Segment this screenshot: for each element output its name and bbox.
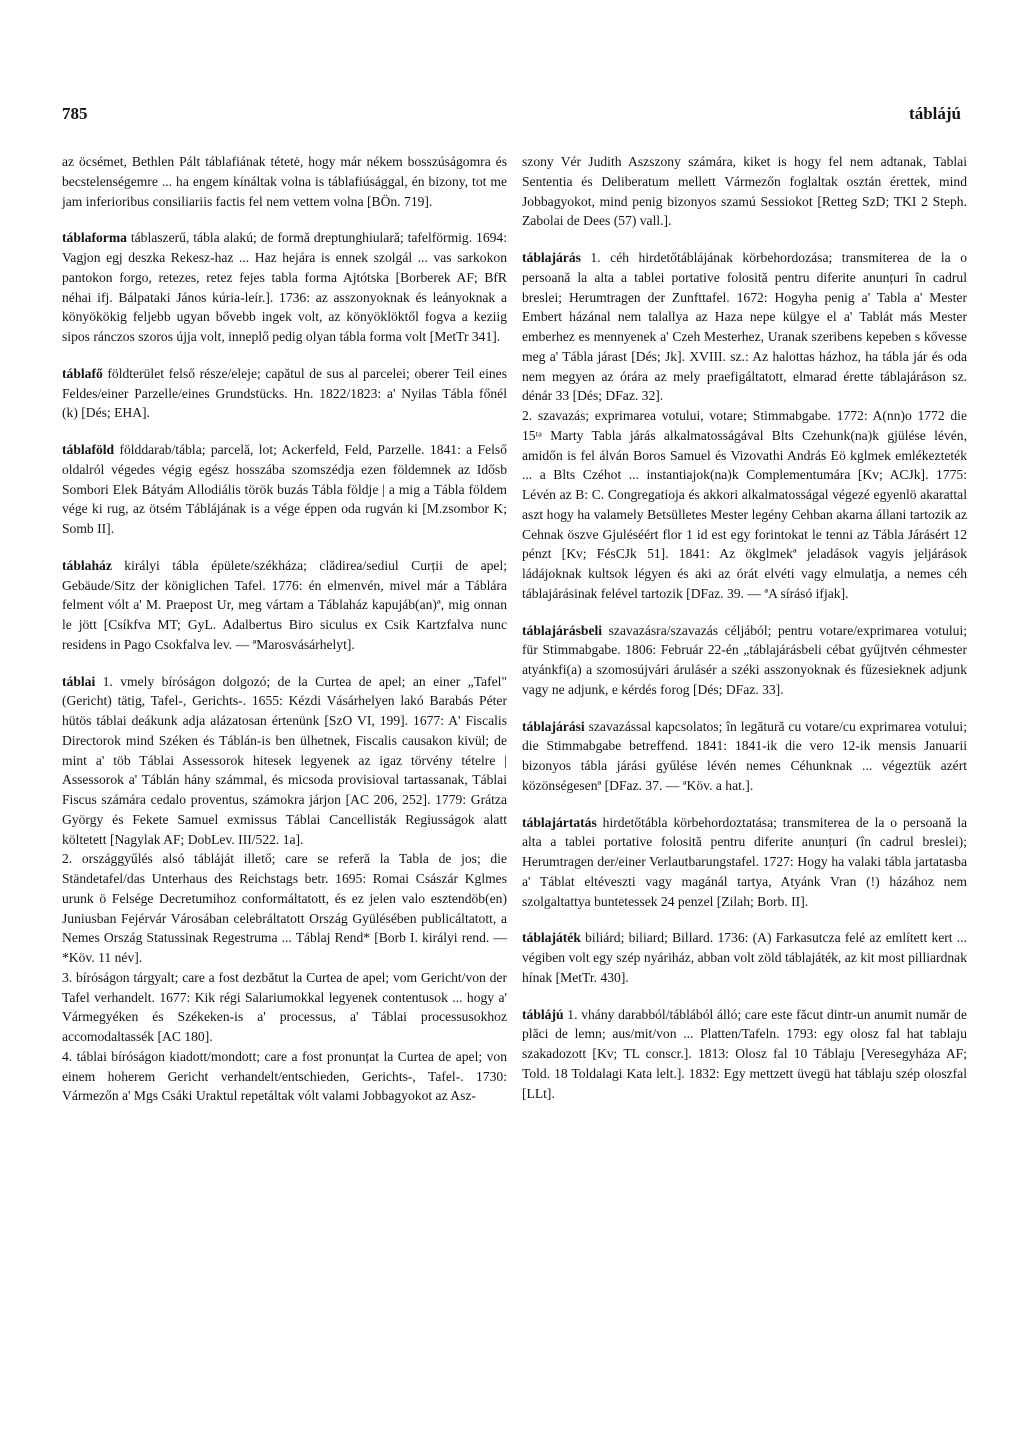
entry-text: hirdetőtábla körbehordoztatása; transmiterea de la o persoană la alta a tablei portative folosită pentru diferite anunțuri (în cadrul breslei); Herumtragen der/einer Verlautbarungstafel. 1727: Hogy ha valaki tábla jartatasba a' Táblat eltéveszti vagy magánál tartya, Atyánk Vran (!) házához nem szolgaltattya buntetessek 24 penzel [Zilah; Borb. II]. [522,814,967,909]
entry-text: szavazással kapcsolatos; în legătură cu votare/cu exprimarea votului; die Stimmabgabe betreffend. 1841: 1841-ik die vero 12-ik mensis Januarii bizonyos tábla járási gyűlése lévén nemes Céhunknak ... végeztük azért közönségesenª [DFaz. 37. — ªKöv. a hat.]. [522,718,967,793]
entry-text: 1. vmely bíróságon dolgozó; de la Curtea de apel; an einer „Tafel" (Gericht) tätig, Tafel-, Gerichts-. 1655: Kézdi Vásárhelyen lakó Barabás Péter hütös táblai deákunk adja alázatosan értenünk [SzO VI, 199]. 1677: A' Fiscalis Directorok mind Széken és Táblán-is ben ülhetnek, Fiscalis causakon kivül; de mint a' töb Táblai Assessorok hitesek legyenek az igaz törvény tételre | Assessorok a' Táblán hány számmal, és micsoda provisioval tartassanak, Táblai Fiscus számára cedalo proventus, számokra járjon [AC 206, 252]. 1779: Grátza György és Fekete Samuel exmissus Táblai Cancellisták Regiusságok alatt költetett [Nagylak AF; DobLev. III/522. 1a]. [62,673,507,847]
dictionary-entry [522,152,967,231]
dictionary-entry [522,928,967,987]
dictionary-entry [522,813,967,912]
entry-headword: táblafő [62,365,103,381]
dictionary-entry [522,1005,967,1104]
dictionary-entry [62,228,507,347]
entry-headword: táblaföld [62,442,115,457]
dictionary-entry [522,621,967,700]
entry-sense [522,406,967,604]
dictionary-entry [62,556,507,655]
entry-text: 3. bíróságon tárgyalt; care a fost dezbătut la Curtea de apel; vom Gericht/von der Tafel verhandelt. 1677: Kik régi Salariumokkal legyenek contentusok ... hogy a' Vármegyéken és Székeken-is a' processus, a' Táblai processusokhoz accomodaltassék [AC 180]. [62,969,507,1044]
entry-sense [62,849,507,968]
entry-headword: táblájú [522,1006,564,1022]
entry-text: szony Vér Judith Aszszony számára, kiket is hogy fel nem adtanak, Tablai Sententia és Deliberatum mellett Vármezőn foglaltak osztán érettek, mind Jobbagyokot, mind penig bizonyos szamú Sessiokot [Retteg SzD; TKI 2 Steph. Zabolai de Dees (57) vall.]. [522,154,967,229]
entry-headword: táblaforma [62,230,127,246]
entry-headword: táblajárási [522,718,585,734]
entry-text: 4. táblai bíróságon kiadott/mondott; care a fost pronunțat la Curtea de apel; von einem hoherem Gericht verhandelt/entschieden, Gerichts-, Tafel-. 1730: Vármezőn a' Mgs Csáki Uraktul repetáltak vólt valami Jobbagyokot az Asz- [62,1048,507,1104]
dictionary-entry [522,248,967,406]
entry-text: királyi tábla épülete/székháza; clădirea/sediul Curții de apel; Gebäude/Sitz der königlichen Tafel. 1776: én elmenvén, mivel már a Táblára felment vólt a' M. Praepost Ur, meg vártam a Táblaház kapujáb(an)ª, mig onnan le jött [Csíkfva MT; GyL. Adalbertus Biro siculus ex Csik Kartzfalva nunc residens in Pago Csokfalva lev. — ªMarosvásárhelyt]. [62,557,507,652]
right-column [522,152,967,1120]
dictionary-entry [62,152,507,211]
running-head: táblájú [909,104,961,123]
dictionary-entry [62,364,507,423]
entry-text: táblaszerű, tábla alakú; de formă dreptunghiulară; tafelförmig. 1694: Vagjon egj deszka Rekesz-haz ... Haz hejára is ennek szolgál ... vas sarkokon pantokon forgo, retezes, retez fejes tabla forma Ajtótska [Borberek AF; BfR néhai ifj. Bálpataki János kúria-leír.]. 1736: az asszonyoknak és leányoknak a könyökökig feljebb ugyan bővebb ingek volt, az könyöklöktől fogva a keziig sipos ránczos szoros újja volt, inneplő pedig olyan tábla forma volt [MetTr 341]. [62,230,507,344]
entry-text: 2. szavazás; exprimarea votului, votare; Stimmabgabe. 1772: A(nn)o 1772 die 15ᵗᵃ Marty Tabla járás alkalmatosságával Blts Czehunk(na)k gjülése lévén, amidőn is fel álván Boros Samuel és Vizovathi András Eö kglmek emlékezteték ... a Blts Czéhot ... instantiajok(na)k Complementumára [Kv; ACJk]. 1775: Lévén az B: C. Congregatioja és akkori alkalmatosságal végezé egyenlö akarattal aszt hogy ha valamely Betsülletes Mester legény Cehban akarna állani tartozik az Cehnak öszve Gjuléséért flor 1 id est egy forintokat le tenni az Tábla Járásért 12 pénzt [Kv; FésCJk 51]. 1841: Az ökglmekª jeladások vagyis jeljárások ládájoknak kultsok légyen és aki az órát elvéti vagy elmulatja, a nemes céh táblajárásinak felével tartozik [DFaz. 39. — ªA sírásó ifjak]. [522,408,967,601]
entry-text: 1. céh hirdetőtáblájának körbehordozása; transmiterea de la o persoană la alta a tablei portative folosită pentru diferite anunțuri în cadrul breslei; Herumtragen der Zunfttafel. 1672: Hogyha penig a' Tabla a' Mester Embert házánal nem talallya az Haza nepe külgye el a' Tablát más Mester emberhez es mennyenek a' Czeh Mesterhez, Uranak szeribens kepeben s kővesse meg a' Tábla járast [Dés; Jk]. XVIII. sz.: Az halottas házhoz, ha tábla jár és oda nem megyen az órára az mely praefigáltatott, elmarad érette táblajáráson sz. dénár 33 [Dés; DFaz. 32]. [522,250,967,404]
page-number: 785 [62,104,88,123]
dictionary-entry [62,672,507,850]
entry-text: az öcsémet, Bethlen Pált táblafiának tétetė, hogy már nékem bosszúságomra és becstelenségemre ... ha engem kínáltak volna is táblafiúsággal, én bizony, tot me jam inferioribus consiliariis factis fel nem vettem volna [BÖn. 719]. [62,154,507,209]
entry-headword: táblaház [62,557,112,573]
entry-sense [62,1047,507,1106]
entry-text: földterület felső része/eleje; capătul de sus al parcelei; oberer Teil eines Feldes/einer Parzelle/eines Grundstücks. Hn. 1822/1823: a' Nyilas Tábla főnél (k) [Dés; EHA]. [62,365,507,421]
entry-headword: táblajárásbeli [522,622,603,638]
entry-headword: táblajártatás [522,814,597,830]
entry-text: szavazásra/szavazás céljából; pentru votare/exprimarea votului; für Stimmabgabe. 1806: Február 22-én „táblajárásbeli cébat gyűjtvén céhmester atyánkfi(a) a szomosújvári árulásér a széki asszonyoknak és fűzesieknek adjunk vagy ne adjunk, e kérdés forog [Dés; DFaz. 33]. [522,622,967,697]
entry-text: biliárd; biliard; Billard. 1736: (A) Farkasutcza felé az említett kert ... végiben volt egy szép nyáriház, abban volt zöld táblajáték, az kit most pilliardnak hínak [MetTr. 430]. [522,930,967,985]
entry-sense [62,968,507,1047]
entry-text: földdarab/tábla; parcelă, lot; Ackerfeld, Feld, Parzelle. 1841: a Felső oldalról végedes végig egész hosszába szomszédja ezen földemnek az Idősb Sombori Elek Bátyám Allodiális török buzás Tábla földje | a mig a Tábla földem vége ki rug, az ötsém Táblájának is a vége éppen oda rugván ki [M.zsombor K; Somb II]. [62,442,507,536]
left-column [62,152,507,1106]
dictionary-entry [522,717,967,796]
entry-text: 2. országgyűlés alsó tábláját illető; care se referă la Tabla de jos; die Ständetafel/das Unterhaus des Reichstags betr. 1695: Romai Császár Kglmes urunk ö Felsége Decretumihoz conformáltatott, és ez jelen valo esztendöb(en) Juniusban Fejérvár Városában celebráltatott Ország Gyülésében publicáltatott, a Nemes Ország Statussinak Regestruma ... Táblaj Rend* [Borb I. királyi rend. — *Köv. 11 név]. [62,851,507,965]
entry-headword: táblai [62,673,96,689]
entry-headword: táblajáték [522,930,581,946]
entry-headword: táblajárás [522,250,581,265]
entry-text: 1. vhány darabból/táblából álló; care este făcut dintr-un anumit număr de plăci de lemn; aus/mit/von ... Platten/Tafeln. 1793: egy olosz fal hat tablaju szakadozott [Kv; TL conscr.]. 1813: Olosz fal 10 Táblaju [Veresegyháza AF; Told. 18 Toldalagi Kata lelt.]. 1832: Egy mettzett üvegü hat táblaju szép oloszfal [LLt]. [522,1006,967,1101]
dictionary-entry [62,440,507,539]
